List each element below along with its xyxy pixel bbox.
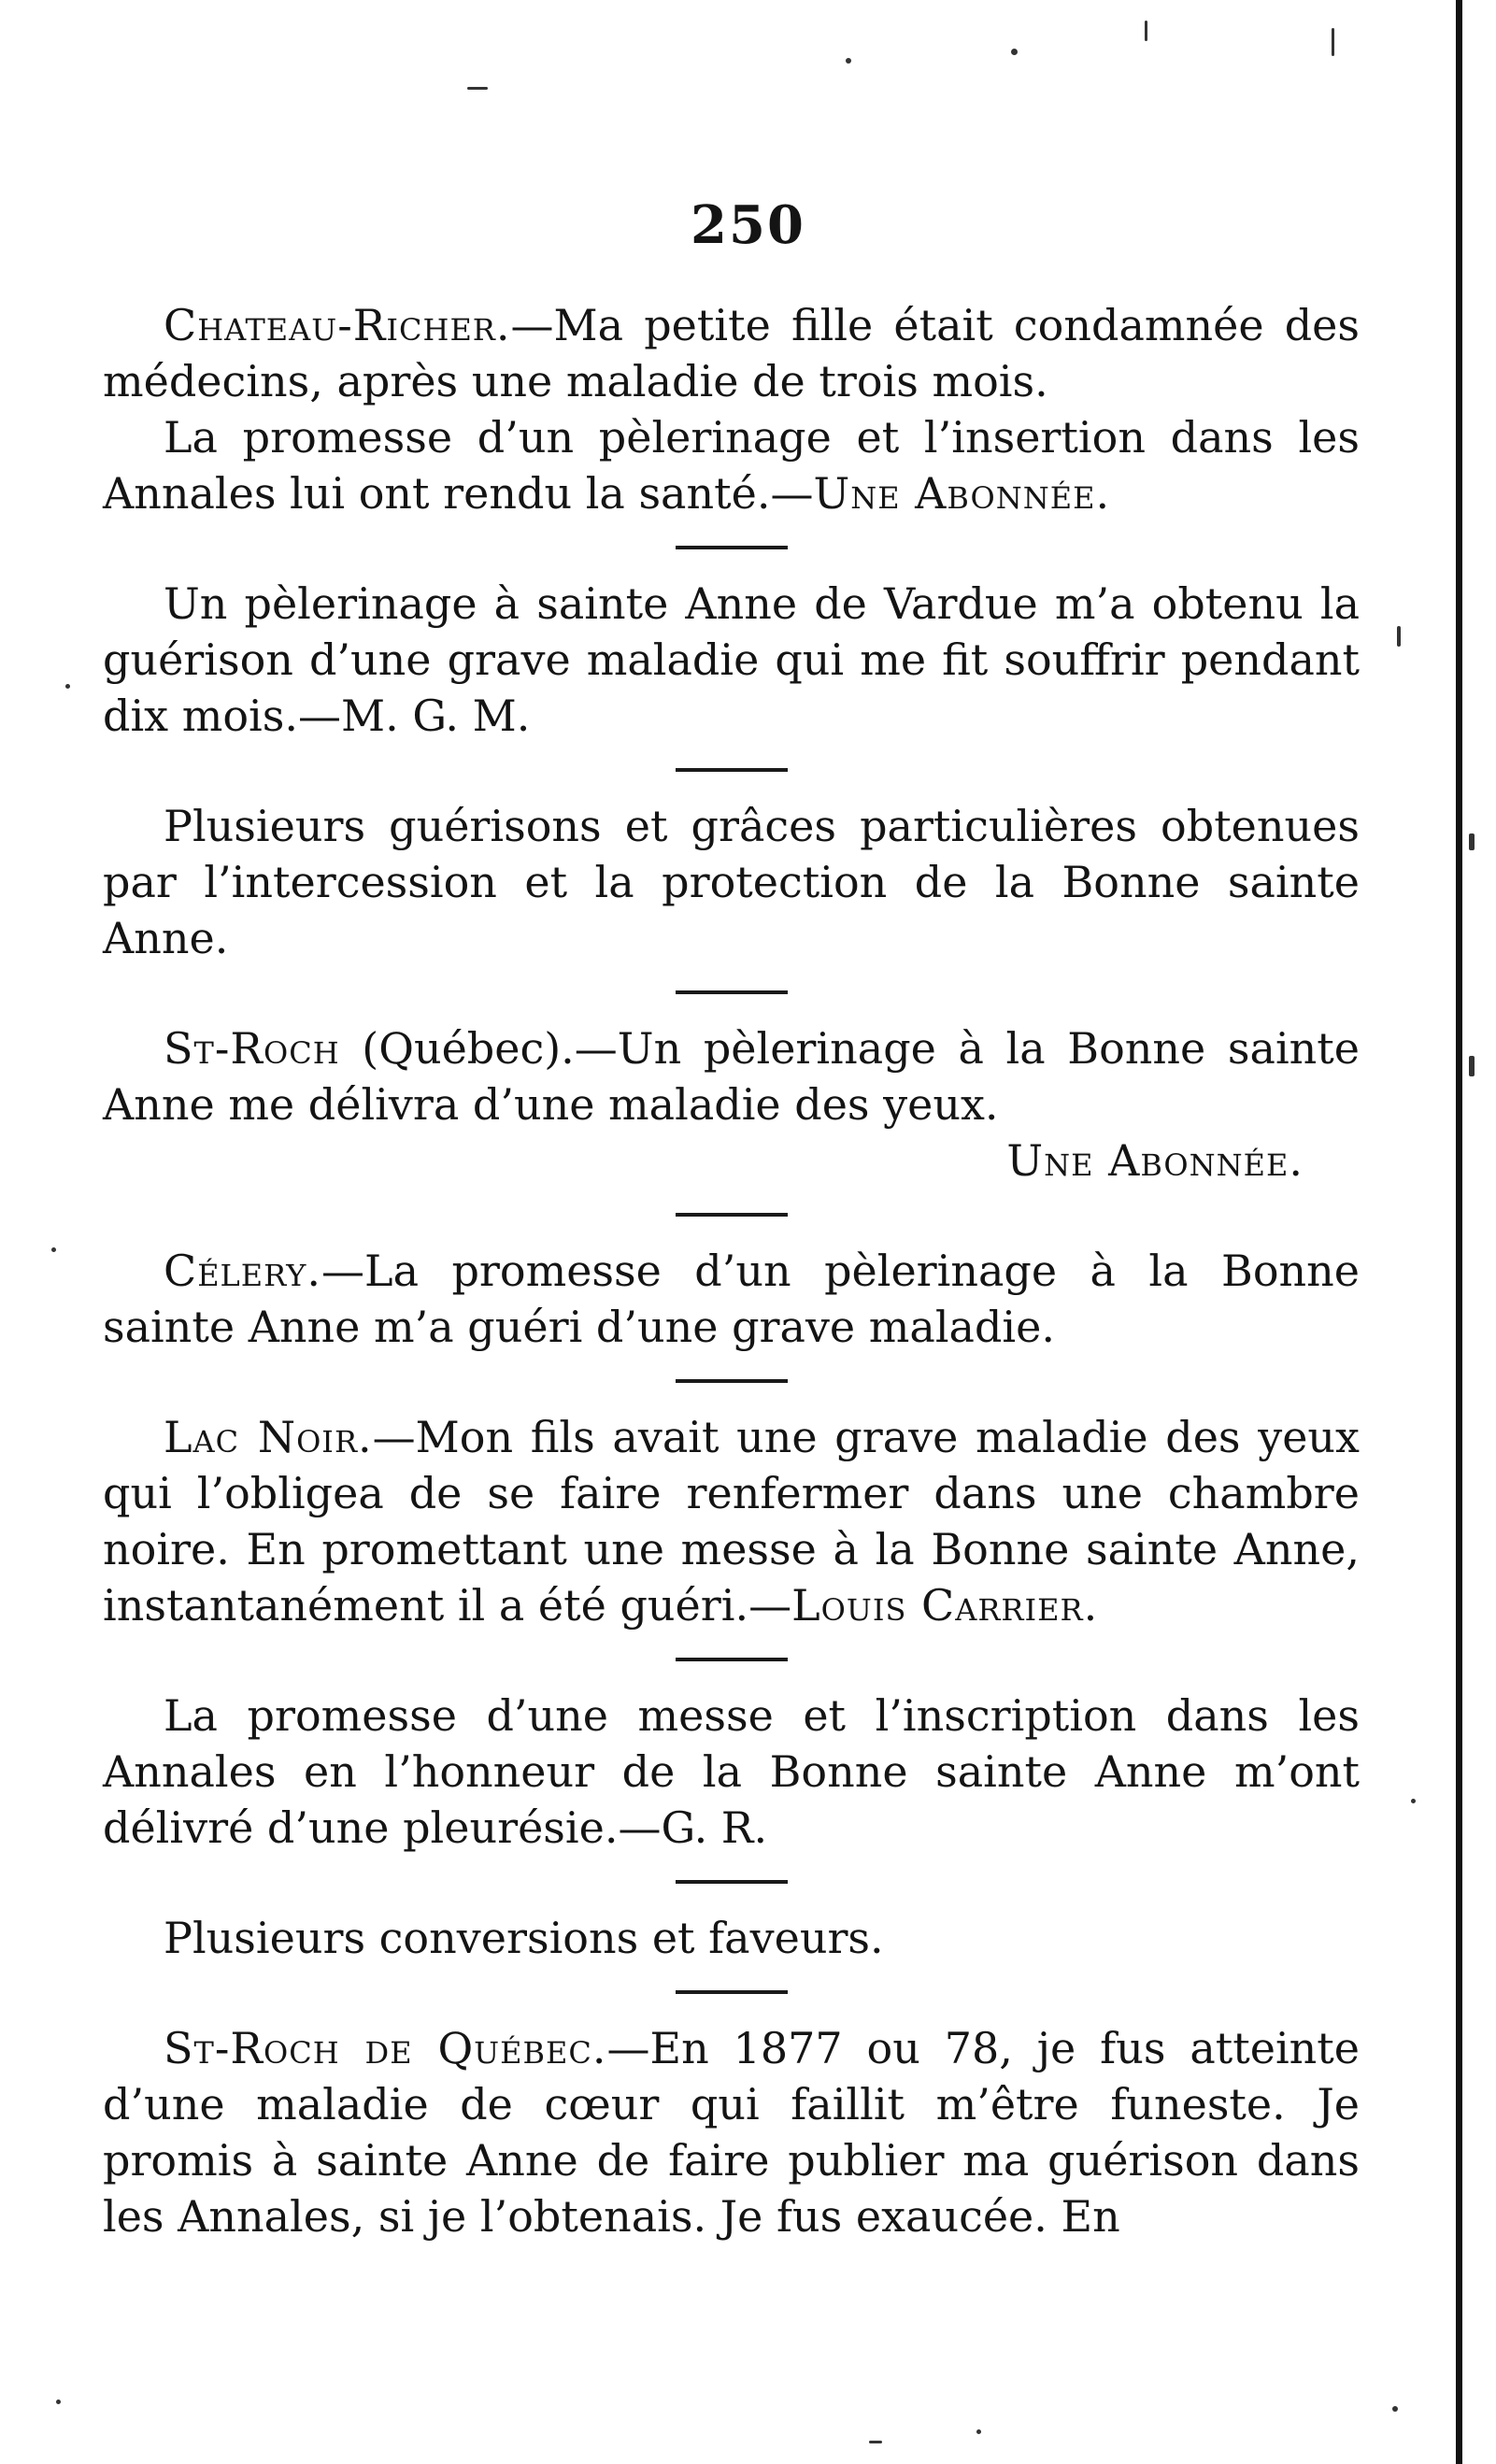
scan-speck	[1011, 49, 1018, 55]
entry-st-roch	[103, 1020, 1360, 1132]
entry-text: —Mon fils avait une grave maladie des yeux qui l’obligea de se faire renfermer dans une chambre noire. En promettant une messe à la Bonne sainte Anne, instantanément il a été guéri.—	[103, 1412, 1360, 1631]
section-divider	[676, 990, 788, 994]
scan-speck	[51, 1247, 56, 1252]
scan-speck	[1397, 626, 1401, 647]
binding-edge-rule	[1456, 0, 1462, 2464]
section-divider	[676, 1990, 788, 1994]
entry-conversions: Plusieurs conversions et faveurs.	[164, 1913, 884, 1963]
entry-text: —En 1877 ou 78, je fus atteinte d’une maladie de cœur qui faillit m’être funeste. Je promis à sainte Anne de faire publier ma guérison dans les Annales, si je l’obtenais. Je fus exaucée. En	[103, 2023, 1360, 2242]
entry-text: La promesse d’un pèlerinage et l’insertion dans les Annales lui ont rendu la santé.—	[103, 412, 1360, 519]
entry-text: —La promesse d’un pèlerinage à la Bonne sainte Anne m’a guéri d’une grave maladie.	[103, 1246, 1360, 1352]
scan-speck	[1392, 2406, 1398, 2412]
scan-speck	[1145, 21, 1147, 41]
entry-place: Célery.	[164, 1246, 322, 1296]
scan-speck	[976, 2429, 981, 2434]
scan-speck	[1411, 1799, 1416, 1803]
entry-place: St-Roch de Québec.	[164, 2023, 607, 2073]
section-divider	[676, 1213, 788, 1217]
section-divider	[676, 1379, 788, 1383]
entry-place: Chateau-Richer.	[164, 300, 511, 350]
entry-text: —Ma petite fille était condamnée des médecins, après une maladie de trois mois.	[103, 300, 1360, 406]
section-divider	[676, 1880, 788, 1884]
entry-pleuresie: La promesse d’une messe et l’inscription dans les Annales en l’honneur de la Bonne sainte Anne m’ont délivré d’une pleurésie.—G. R.	[103, 1690, 1360, 1853]
scan-speck	[467, 87, 488, 90]
entry-guerisons: Plusieurs guérisons et grâces particulières obtenues par l’intercession et la protection de la Bonne sainte Anne.	[103, 801, 1360, 963]
scan-speck	[1332, 28, 1334, 56]
scan-speck	[1469, 833, 1475, 850]
entry-lac-noir	[103, 1409, 1360, 1633]
entry-signature: Une Abonnée.	[1006, 1135, 1304, 1186]
entry-vardue: Un pèlerinage à sainte Anne de Vardue m’a obtenu la guérison d’une grave maladie qui me fit souffrir pendant dix mois.—M. G. M.	[103, 578, 1360, 741]
scan-speck	[1469, 1056, 1475, 1076]
entry-place: St-Roch	[164, 1023, 340, 1074]
entry-continuation	[103, 409, 1360, 521]
entry-text: (Québec).—Un pèlerinage à la Bonne sainte Anne me délivra d’une maladie des yeux.	[103, 1023, 1360, 1130]
section-divider	[676, 768, 788, 772]
scan-speck	[65, 684, 70, 689]
entry-st-roch-quebec	[103, 2020, 1360, 2244]
entry-chateau-richer	[103, 297, 1360, 409]
entry-signature: Louis Carrier.	[791, 1580, 1099, 1631]
entry-signature: Une Abonnée.	[813, 468, 1111, 519]
entry-place: Lac Noir.	[164, 1412, 373, 1462]
page-number: 250	[691, 194, 805, 256]
scan-speck	[56, 2400, 61, 2404]
entry-celery	[103, 1243, 1360, 1355]
section-divider	[676, 1658, 788, 1661]
scan-speck	[869, 2441, 882, 2443]
section-divider	[676, 546, 788, 549]
text-column	[103, 297, 1360, 2244]
scan-speck	[846, 58, 851, 64]
